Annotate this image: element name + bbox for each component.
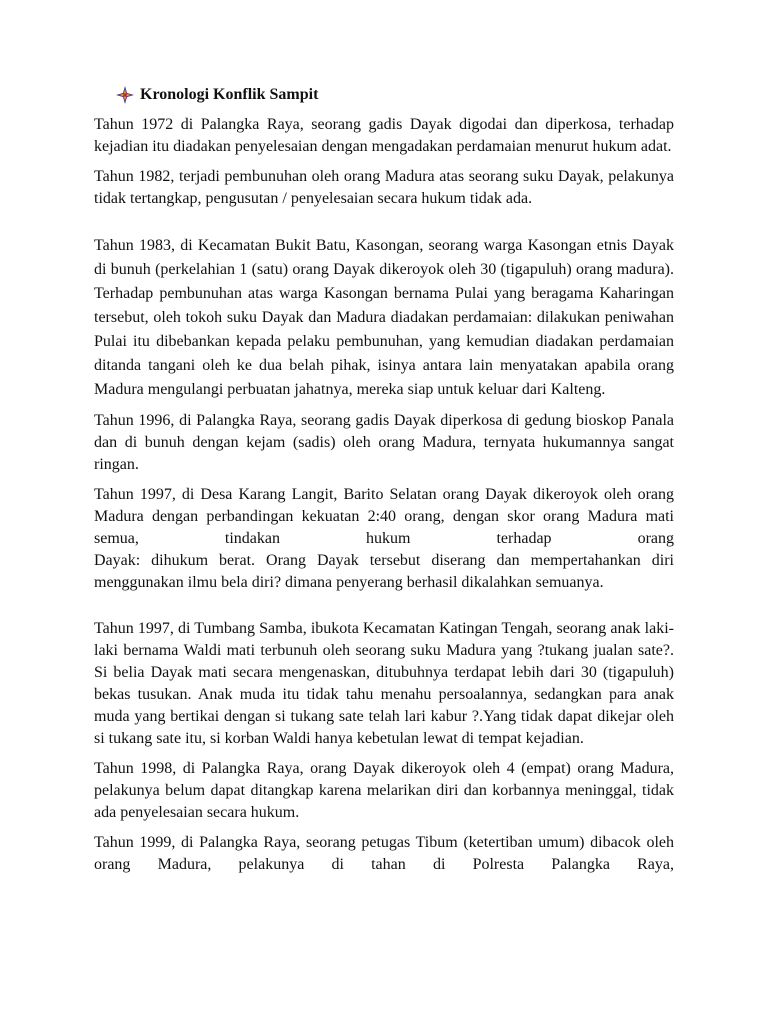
- paragraph-1997-karang-langit: Tahun 1997, di Desa Karang Langit, Barito Selatan orang Dayak dikeroyok oleh orang Madura dengan perbandingan kekuatan 2:40 orang, dengan skor orang Madura mati semua, tindakan hukum terhadap orang: [94, 486, 674, 547]
- paragraph-1996: Tahun 1996, di Palangka Raya, seorang gadis Dayak diperkosa di gedung bioskop Panala dan di bunuh dengan kejam (sadis) oleh orang Madura, ternyata hukumannya sangat ringan.: [94, 412, 674, 473]
- paragraph-1999: Tahun 1999, di Palangka Raya, seorang petugas Tibum (ketertiban umum) dibacok oleh orang Madura, pelakunya di tahan di Polresta Palangka Raya,: [94, 834, 674, 873]
- paragraph-1998: Tahun 1998, di Palangka Raya, orang Dayak dikeroyok oleh 4 (empat) orang Madura, pelakunya belum dapat ditangkap karena melarikan diri dan korbannya meninggal, tidak ada penyelesaian secara hukum.: [94, 760, 674, 821]
- paragraph-1983: Tahun 1983, di Kecamatan Bukit Batu, Kasongan, seorang warga Kasongan etnis Dayak di bunuh (perkelahian 1 (satu) orang Dayak dikeroyok oleh 30 (tigapuluh) orang madura). Terhadap pembunuhan atas warga Kasongan bernama Pulai yang beragama Kaharingan tersebut, oleh tokoh suku Dayak dan Madura diadakan perdamaian: dilakukan peniwahan Pulai itu dibebankan kepada pelaku pembunuhan, yang kemudian diadakan perdamaian ditanda tangani oleh ke dua belah pihak, isinya antara lain menyatakan apabila orang Madura mengulangi perbuatan jahatnya, mereka siap untuk keluar dari Kalteng.: [94, 237, 674, 398]
- paragraph-1972: Tahun 1972 di Palangka Raya, seorang gadis Dayak digodai dan diperkosa, terhadap kejadian itu diadakan penyelesaian dengan mengadakan perdamaian menurut hukum adat.: [94, 116, 674, 155]
- document-page: [94, 84, 674, 884]
- paragraph-1997-karang-langit-cont: Dayak: dihukum berat. Orang Dayak tersebut diserang dan mempertahankan diri menggunakan ilmu bela diri? dimana penyerang berhasil dikalahkan semuanya.: [94, 552, 674, 591]
- section-heading: [116, 84, 674, 106]
- heading-text: Kronologi Konflik Sampit: [140, 86, 319, 103]
- paragraph-1997-tumbang-samba: Tahun 1997, di Tumbang Samba, ibukota Kecamatan Katingan Tengah, seorang anak laki-laki bernama Waldi mati terbunuh oleh seorang suku Madura yang ?tukang jualan sate?. Si belia Dayak mati secara mengenaskan, ditubuhnya terdapat lebih dari 30 (tigapuluh) bekas tusukan. Anak muda itu tidak tahu menahu persoalannya, sedangkan para anak muda yang bertikai dengan si tukang sate telah lari kabur ?.Yang tidak dapat dikejar oleh si tukang sate itu, si korban Waldi hanya kebetulan lewat di tempat kejadian.: [94, 620, 674, 747]
- paragraph-1982: Tahun 1982, terjadi pembunuhan oleh orang Madura atas seorang suku Dayak, pelakunya tidak tertangkap, pengusutan / penyelesaian secara hukum tidak ada.: [94, 168, 674, 207]
- star-bullet-icon: [116, 86, 134, 104]
